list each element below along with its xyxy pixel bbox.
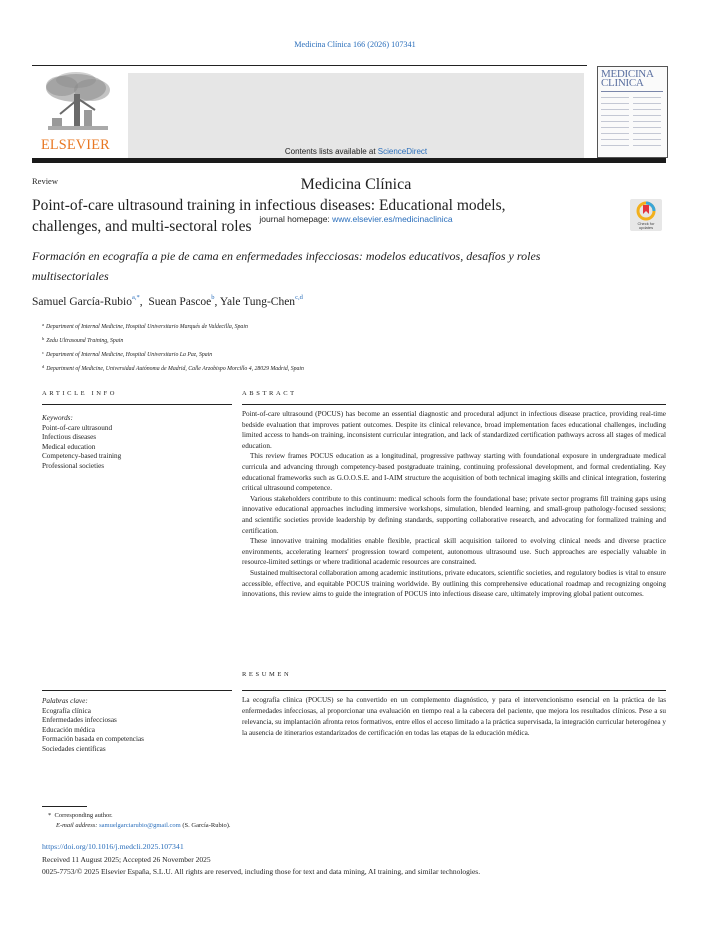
author-affiliation-marker[interactable]: c,d xyxy=(295,294,303,301)
abstract-heading: ABSTRACT xyxy=(242,390,297,397)
header-thick-rule xyxy=(32,158,666,163)
article-dates: Received 11 August 2025; Accepted 26 November 2025 xyxy=(42,855,211,864)
author-name[interactable]: Yale Tung-Chen xyxy=(219,296,296,308)
cover-line xyxy=(601,97,629,98)
contents-prefix: Contents lists available at xyxy=(284,147,378,156)
doi-link[interactable]: https://doi.org/10.1016/j.medcli.2025.107341 xyxy=(42,842,184,851)
keyword-item: Ecografía clínica xyxy=(42,706,91,715)
cover-line xyxy=(633,145,661,146)
keyword-item: Educación médica xyxy=(42,725,95,734)
abstract-paragraph: Point-of-care ultrasound (POCUS) has become an essential diagnostic and procedural adjunct in infectious disease practice, providing real-time bedside evaluation that improves patient outcomes. Despite its clinical relevance, broad implementation faces educational challenges, including limited access to hands-on training, inconsistent curricular integration, and lack of standardized certification pathways across all stages of medical education. xyxy=(242,410,666,450)
cover-line xyxy=(633,103,661,104)
article-info-heading: ARTICLE INFO xyxy=(42,390,118,397)
abstract-rule xyxy=(242,404,666,405)
keyword-item: Enfermedades infecciosas xyxy=(42,716,117,724)
cover-line xyxy=(633,133,661,134)
keyword-item: Point-of-care ultrasound xyxy=(42,423,113,432)
keyword-item: Competency-based training xyxy=(42,452,122,460)
svg-text:Check for: Check for xyxy=(637,221,655,226)
affiliations xyxy=(42,319,304,375)
elsevier-wordmark: ELSEVIER xyxy=(41,137,110,153)
article-info-rule xyxy=(42,404,232,405)
journal-reference[interactable]: Medicina Clínica 166 (2026) 107341 xyxy=(294,40,416,49)
keyword-item: Infectious diseases xyxy=(42,433,97,441)
cover-title: MEDICINA CLINICA xyxy=(601,68,654,89)
copyright-notice: 0025-7753/© 2025 Elsevier España, S.L.U. All rights are reserved, including those for text and data mining, AI training, and similar technologies. xyxy=(42,867,481,876)
footnote-rule xyxy=(42,806,87,807)
abstract-paragraph: Various stakeholders contribute to this continuum: medical schools form the foundational base; private sector programs fill training gaps using innovative educational approaches including immersive workshops, simulation, blended learning, and small-group pathology-focused sessions; and scientific societies provide leadership by defining standards, supporting collaborative research, and advocating for formalized training and certification. xyxy=(242,494,666,535)
cover-line xyxy=(633,121,661,122)
author-affiliation-marker[interactable]: a,* xyxy=(131,294,140,301)
cover-line xyxy=(633,109,661,110)
affiliation-item: $^d$ Department of Medicine, Universidad Autónoma de Madrid, Calle Arzobispo Morcillo 4, 28029 Madrid, Spain xyxy=(42,364,304,372)
affiliation-item: $^b$ Zedu Ultrasound Training, Spain xyxy=(42,336,124,344)
resumen-heading: RESUMEN xyxy=(242,671,292,678)
article-subtitle-spanish: Formación en ecografía a pie de cama en enfermedades infecciosas: modelos educativos, desafíos y roles multisectoriales xyxy=(32,249,541,283)
abstract-paragraph: These innovative training modalities enable flexible, practical skill acquisition tailored to evolving clinical needs and diverse practice environments, accelerating learners' progression toward competent, autonomous ultrasound use. Such approaches are especially valuable in resource-limited settings or where traditional academic resources are constrained. xyxy=(242,537,666,567)
cover-line xyxy=(601,127,629,128)
cover-line xyxy=(601,103,629,104)
palabras-clave-label: Palabras clave: xyxy=(42,697,88,705)
abstract-paragraph: This review frames POCUS education as a longitudinal, progressive pathway starting with foundational exposure in undergraduate medical curricula and advancing through competency-based postgraduate training, continuing professional development, and formal credentialing. Key educational frameworks such as G.O.O.S.E. and I-AIM structure the acquisition of both technical imaging skills and clinical integration, fostering critical ultrasound competence. xyxy=(242,452,666,493)
check-for-updates-button[interactable] xyxy=(630,199,662,231)
homepage-prefix: journal homepage: xyxy=(259,214,333,224)
footnote-marker: * xyxy=(48,812,52,819)
keywords-list xyxy=(42,414,232,471)
journal-cover-thumbnail[interactable] xyxy=(597,66,668,158)
resumen-body xyxy=(242,695,666,739)
abstract-body xyxy=(242,409,666,600)
cover-line xyxy=(601,109,629,110)
cover-line xyxy=(633,139,661,140)
affiliation-item: $^c$ Department of Internal Medicine, Hospital Universitario La Paz, Spain xyxy=(42,350,213,358)
keyword-item: Formación basada en competencias xyxy=(42,735,144,743)
affiliation-item: $^a$ Department of Internal Medicine, Hospital Universitario Marqués de Valdecilla, Spain xyxy=(42,322,248,330)
resumen-rule xyxy=(242,690,666,691)
author-affiliation-marker[interactable]: b xyxy=(211,294,215,301)
email-label: E-mail address: xyxy=(56,822,98,829)
cover-line xyxy=(601,133,629,134)
keywords-label: Keywords: xyxy=(42,414,73,422)
sciencedirect-link[interactable]: ScienceDirect xyxy=(377,147,428,156)
cover-divider xyxy=(601,91,663,92)
author-list: Samuel García-Rubio$^{a,*}$, Suean Pascoe$^b$, Yale Tung-Chen$^{c,d}$ xyxy=(32,294,303,308)
corresponding-author-label: Corresponding author. xyxy=(54,812,113,819)
author-email-link[interactable]: samuelgarciarubio@gmail.com xyxy=(99,822,181,829)
corresponding-author-footnote xyxy=(48,811,231,831)
keyword-item: Sociedades científicas xyxy=(42,744,106,753)
author-name[interactable]: Samuel García-Rubio xyxy=(32,296,132,308)
header-top-rule xyxy=(32,65,587,66)
palabras-rule xyxy=(42,690,232,691)
keyword-item: Medical education xyxy=(42,442,96,451)
cover-line xyxy=(601,121,629,122)
cover-line xyxy=(601,139,629,140)
author-name[interactable]: Suean Pascoe xyxy=(148,296,212,308)
svg-text:updates: updates xyxy=(638,225,654,230)
cover-line xyxy=(601,115,629,116)
homepage-link[interactable]: www.elsevier.es/medicinaclinica xyxy=(332,214,453,224)
cover-line xyxy=(601,145,629,146)
journal-title: Medicina Clínica xyxy=(300,176,412,193)
article-type: Review xyxy=(32,176,58,186)
cover-line xyxy=(633,127,661,128)
palabras-clave-list xyxy=(42,697,232,754)
abstract-paragraph: Sustained multisectoral collaboration among academic institutions, private educators, scientific societies, and regulatory bodies is vital to ensure accessible, effective, and equitable POCUS training worldwide. By outlining this comprehensive educational roadmap and recognizing ongoing innovations, this review aims to guide the integration of POCUS into infectious disease care, ultimately improving global patient outcomes. xyxy=(242,568,666,599)
resumen-paragraph: La ecografía clínica (POCUS) se ha convertido en un complemento diagnóstico, y para el intervencionismo esencial en la práctica de las enfermedades infecciosas, al proporcionar una evaluación en tiempo real a la cabecera del paciente, que mejora los resultados clínicos. Pese a su relevancia, su implantación afronta retos formativos, entre ellos el acceso limitado a la práctica supervisada, la integración curricular heterogénea y la ausencia de itinerarios estandarizados de certificación en todas las etapas de la educación médica. xyxy=(242,696,666,737)
article-title: Point-of-care ultrasound training in infectious diseases: Educational models, challenges, and multi-sectoral roles xyxy=(32,197,506,235)
crossmark-icon xyxy=(630,199,662,231)
email-suffix: (S. García-Rubio). xyxy=(180,822,231,829)
cover-line xyxy=(633,97,661,98)
cover-line xyxy=(633,115,661,116)
keyword-item: Professional societies xyxy=(42,461,105,470)
contents-availability xyxy=(128,147,584,156)
